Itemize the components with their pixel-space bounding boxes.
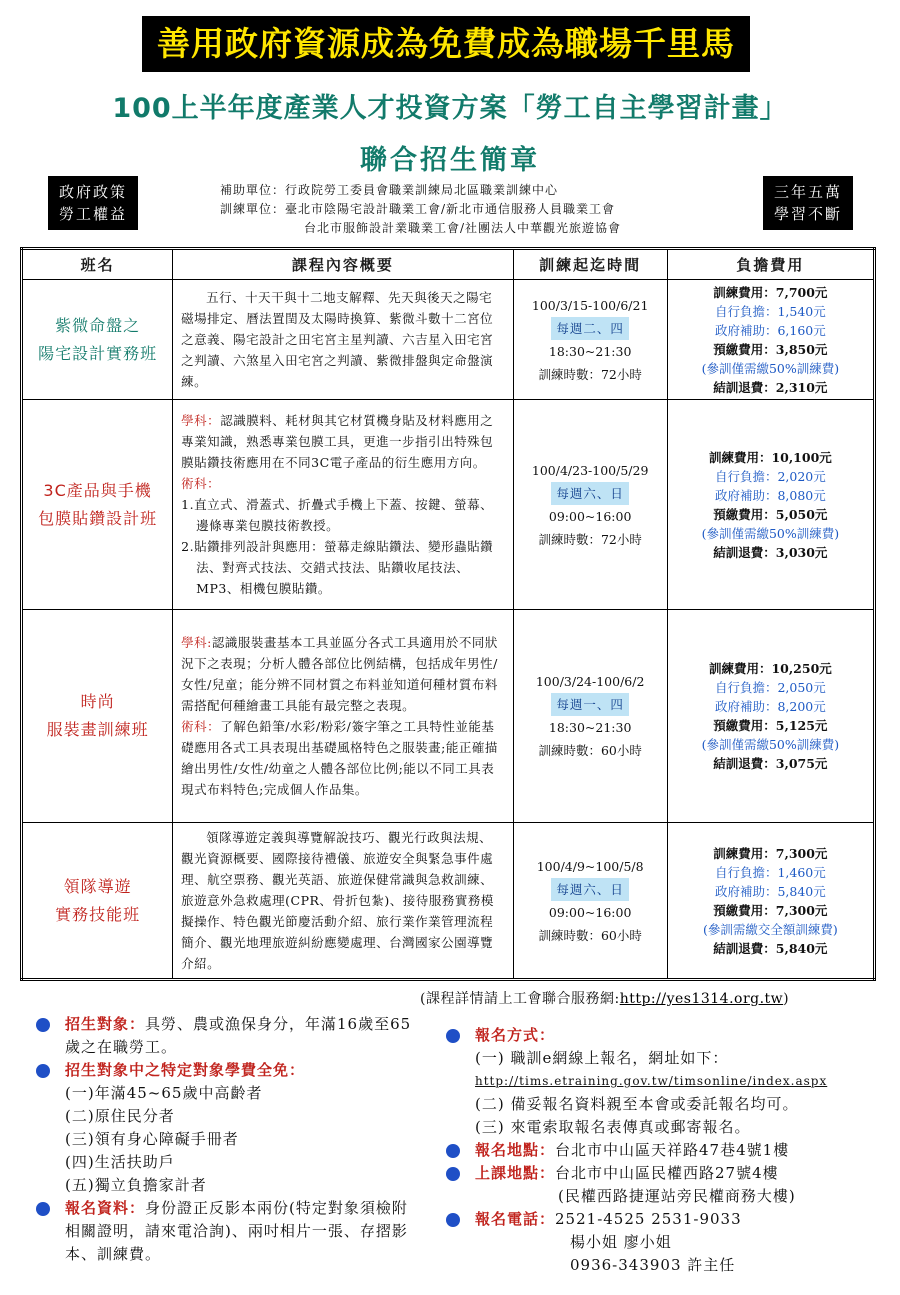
course-text: 領隊導遊定義與導覽解說技巧、觀光行政與法規、觀光資源概要、國際接待禮儀、旅遊安全與緊急事件處理、航空票務、觀光英語、旅遊保健常識與急救訓練、旅遊意外急救處理(CPR、骨折包紮)、接待服務實務模擬操作、特色觀光節慶活動介紹、旅行業作業管理流程簡介、觀光地理旅遊糾紛應變處理、台灣國家公園導覽介紹。 — [181, 830, 494, 971]
theory-paragraph — [181, 410, 504, 473]
date-range: 100/4/9~100/5/8 — [536, 858, 644, 874]
list-item — [446, 1139, 896, 1162]
note-suffix: ) — [783, 991, 790, 1007]
date-range: 100/4/23-100/5/29 — [531, 462, 649, 478]
sponsor-line: 補助單位：行政院勞工委員會職業訓練局北區職業訓練中心 — [220, 183, 559, 197]
training-hours: 訓練時數：60小時 — [538, 927, 642, 943]
fee-note: (參訓僅需繳50%訓練費) — [701, 525, 840, 541]
fee-government: 政府補助：5,840元 — [714, 883, 826, 899]
class-time: 09:00~16:00 — [548, 904, 632, 920]
date-range: 100/3/24-100/6/2 — [535, 674, 645, 689]
header-fees: 負擔費用 — [667, 249, 874, 280]
class-name-line2: 陽宅設計實務班 — [38, 343, 158, 363]
policy-badge-line1: 政府政策 — [58, 183, 127, 201]
banner: 善用政府資源成為免費成為職場千里馬 — [142, 16, 750, 72]
class-name-line2: 包膜貼鑽設計班 — [38, 508, 158, 528]
practice-label: 術科： — [181, 719, 221, 734]
class-name-line2: 實務技能班 — [55, 904, 141, 924]
fee-note: (參訓僅需繳50%訓練費) — [701, 360, 840, 376]
eligibility-text: 具勞、農或漁保身分，年滿16歲至65歲之在職勞工。 — [65, 1015, 412, 1056]
sponsor-info — [220, 181, 740, 238]
list-item — [446, 1024, 896, 1047]
fee-refund: 結訓退費：3,075元 — [713, 756, 828, 771]
schedule — [513, 400, 667, 610]
slogan-badge-line2: 學習不斷 — [773, 205, 842, 223]
date-range: 100/3/15-100/6/21 — [531, 297, 649, 313]
service-site-link[interactable]: http://yes1314.org.tw — [619, 991, 784, 1007]
slogan-badge — [763, 176, 853, 230]
fee-government: 政府補助：6,160元 — [714, 322, 826, 338]
course-description — [173, 280, 513, 400]
weekday-badge: 每週二、四 — [551, 317, 629, 340]
policy-badge — [48, 176, 138, 230]
class-name — [22, 280, 173, 400]
table-header-row — [22, 249, 875, 280]
practice-label: 術科： — [181, 476, 221, 491]
class-location: 台北市中山區民權西路27號4樓 — [555, 1164, 779, 1182]
free-tuition-item: (二)原住民分者 — [65, 1107, 175, 1125]
fee-training: 訓練費用：10,250元 — [708, 661, 832, 676]
trainer-line: 訓練單位：臺北市陰陽宅設計職業工會/新北市通信服務人員職業工會 — [220, 202, 616, 216]
fee-training: 訓練費用：7,300元 — [713, 845, 828, 861]
fee-refund: 結訓退費：5,840元 — [713, 940, 828, 956]
table-row — [22, 400, 875, 610]
fee-government: 政府補助：8,200元 — [714, 699, 826, 714]
list-item — [446, 1208, 896, 1231]
table-row — [22, 280, 875, 400]
theory-text: 認識服裝畫基本工具並區分各式工具適用於不同狀況下之表現；分析人體各部位比例結構，包括成年男性/女性/兒童；能分辨不同材質之布料並知道何種材質布料需搭配何種繪畫工具能有最完整之表現。 — [181, 635, 498, 713]
theory-text: 認識膜料、耗材與其它材質機身貼及材料應用之專業知識，熟悉專業包膜工具，更進一步指引出特殊包膜貼鑽技術應用在不同3C電子產品的衍生應用方向。 — [181, 413, 494, 470]
policy-badge-line2: 勞工權益 — [58, 205, 127, 223]
fee-self-paid: 自行負擔：2,020元 — [714, 468, 826, 484]
list-item — [36, 1059, 416, 1082]
list-item — [36, 1197, 416, 1266]
registration-location-heading: 報名地點： — [475, 1141, 556, 1159]
free-tuition-item: (五)獨立負擔家計者 — [65, 1176, 207, 1194]
class-name-line2: 服裝畫訓練班 — [46, 720, 149, 739]
bullet-icon — [36, 1202, 50, 1216]
class-time: 09:00~16:00 — [548, 508, 632, 524]
class-name-line1: 領隊導遊 — [63, 876, 132, 896]
class-location-heading: 上課地點： — [475, 1164, 556, 1182]
header-content: 課程內容概要 — [173, 249, 513, 280]
schedule — [513, 823, 667, 980]
fee-breakdown — [667, 400, 874, 610]
note-prefix: (課程詳情請上工會聯合服務網: — [420, 991, 620, 1007]
fee-prepaid: 預繳費用：5,050元 — [713, 506, 828, 522]
weekday-badge: 每週一、四 — [551, 693, 629, 716]
eligibility-heading: 招生對象： — [65, 1015, 146, 1033]
phone-heading: 報名電話： — [475, 1210, 556, 1228]
fee-breakdown — [667, 280, 874, 400]
practice-item: 1.直立式、滑蓋式、折疊式手機上下蓋、按鍵、螢幕、邊條專業包膜技術教授。 — [181, 497, 494, 533]
enrollment-info — [36, 1013, 416, 1266]
class-location-note: (民權西路捷運站旁民權商務大樓) — [558, 1187, 796, 1205]
registration-info — [446, 1024, 896, 1277]
documents-text: 身份證正反影本兩份(特定對象須檢附相關證明，請來電洽詢)、兩吋相片一張、存摺影本、訓練費。 — [65, 1199, 408, 1263]
weekday-badge: 每週六、日 — [551, 878, 629, 901]
free-tuition-heading: 招生對象中之特定對象學費全免： — [65, 1061, 306, 1079]
schedule — [513, 280, 667, 400]
documents-heading: 報名資料： — [65, 1199, 146, 1217]
fee-government: 政府補助：8,080元 — [714, 487, 826, 503]
theory-paragraph — [181, 632, 504, 716]
registration-method-item: (三) 來電索取報名表傳真或郵寄報名。 — [475, 1118, 751, 1136]
fee-training: 訓練費用：10,100元 — [708, 449, 832, 465]
course-description — [173, 400, 513, 610]
theory-label: 學科: — [181, 635, 212, 650]
registration-method-heading: 報名方式： — [475, 1026, 556, 1044]
class-time: 18:30~21:30 — [548, 343, 632, 359]
bullet-icon — [446, 1213, 460, 1227]
bullet-icon — [446, 1167, 460, 1181]
header-class-name: 班名 — [22, 249, 173, 280]
fee-prepaid: 預繳費用：7,300元 — [713, 902, 828, 918]
class-name-line1: 紫微命盤之 — [55, 315, 141, 335]
bullet-icon — [36, 1018, 50, 1032]
fee-breakdown — [667, 610, 874, 823]
fee-breakdown — [667, 823, 874, 980]
slogan-badge-line1: 三年五萬 — [773, 183, 842, 201]
fee-self-paid: 自行負擔：2,050元 — [714, 680, 826, 695]
contact-names: 楊小姐 廖小姐 — [570, 1233, 672, 1251]
fee-refund: 結訓退費：2,310元 — [713, 379, 828, 395]
class-time: 18:30~21:30 — [548, 720, 632, 735]
fee-prepaid: 預繳費用：5,125元 — [713, 718, 828, 733]
trainer-line-2: 台北市服飾設計業職業工會/社團法人中華觀光旅遊協會 — [304, 221, 622, 235]
list-item — [36, 1013, 416, 1059]
table-row — [22, 823, 875, 980]
page-subtitle: 聯合招生簡章 — [360, 145, 540, 176]
header-schedule: 訓練起迄時間 — [513, 249, 667, 280]
fee-prepaid: 預繳費用：3,850元 — [713, 341, 828, 357]
training-hours: 訓練時數：72小時 — [538, 366, 642, 382]
page-title: 100上半年度產業人才投資方案「勞工自主學習計畫」 — [112, 93, 788, 124]
practice-text: 了解色鉛筆/水彩/粉彩/簽字筆之工具特性並能基礎應用各式工具表現出基礎風格特色之服裝畫;能正確描繪出男性/女性/幼童之人體各部位比例;能以不同工具表現式布料特色;完成個人作品集。 — [181, 719, 498, 797]
class-name — [22, 610, 173, 823]
class-name-line1: 時尚 — [80, 692, 115, 711]
registration-location: 台北市中山區天祥路47巷4號1樓 — [555, 1141, 790, 1159]
practice-item: 2.貼鑽排列設計與應用：螢幕走線貼鑽法、變形蟲貼鑽法、對齊式技法、交錯式技法、貼鑽收尾技法、MP3、相機包膜貼鑽。 — [181, 539, 494, 596]
fee-self-paid: 自行負擔：1,460元 — [714, 864, 826, 880]
course-info-note — [420, 988, 895, 1008]
free-tuition-item: (三)領有身心障礙手冊者 — [65, 1130, 239, 1148]
registration-method-item: (一) 職訓e網線上報名，網址如下： — [475, 1049, 729, 1067]
course-table — [20, 247, 876, 981]
training-hours: 訓練時數：60小時 — [538, 743, 642, 758]
phone-numbers: 2521-4525 2531-9033 — [555, 1210, 742, 1228]
bullet-icon — [446, 1029, 460, 1043]
theory-label: 學科： — [181, 413, 221, 428]
bullet-icon — [446, 1144, 460, 1158]
schedule — [513, 610, 667, 823]
fee-training: 訓練費用：7,700元 — [713, 284, 828, 300]
class-name — [22, 823, 173, 980]
mobile-contact: 0936-343903 許主任 — [570, 1256, 736, 1274]
fee-self-paid: 自行負擔：1,540元 — [714, 303, 826, 319]
fee-note: (參訓僅需繳50%訓練費) — [701, 737, 840, 752]
class-name-line1: 3C產品與手機 — [43, 480, 152, 500]
fee-note: (參訓需繳交全額訓練費) — [702, 921, 838, 937]
course-description — [173, 823, 513, 980]
course-description — [173, 610, 513, 823]
registration-method-item: (二) 備妥報名資料親至本會或委託報名均可。 — [475, 1095, 799, 1113]
table-row — [22, 610, 875, 823]
list-item — [446, 1162, 896, 1185]
bullet-icon — [36, 1064, 50, 1078]
practice-paragraph — [181, 716, 504, 800]
fee-refund: 結訓退費：3,030元 — [713, 544, 828, 560]
registration-link[interactable]: http://tims.etraining.gov.tw/timsonline/index.aspx — [475, 1074, 828, 1088]
weekday-badge: 每週六、日 — [551, 482, 629, 505]
training-hours: 訓練時數：72小時 — [538, 531, 642, 547]
free-tuition-item: (四)生活扶助戶 — [65, 1153, 175, 1171]
class-name — [22, 400, 173, 610]
course-text: 五行、十天干與十二地支解釋、先天與後天之陽宅磁場排定、曆法置閏及太陽時換算、紫微斗數十二宮位之意義、陽宅設計之田宅宮主星判讀、六吉星入田宅宮之判讀、六煞星入田宅宮之判讀、紫微排盤與定命盤演練。 — [181, 290, 494, 389]
free-tuition-item: (一)年滿45~65歲中高齡者 — [65, 1084, 263, 1102]
